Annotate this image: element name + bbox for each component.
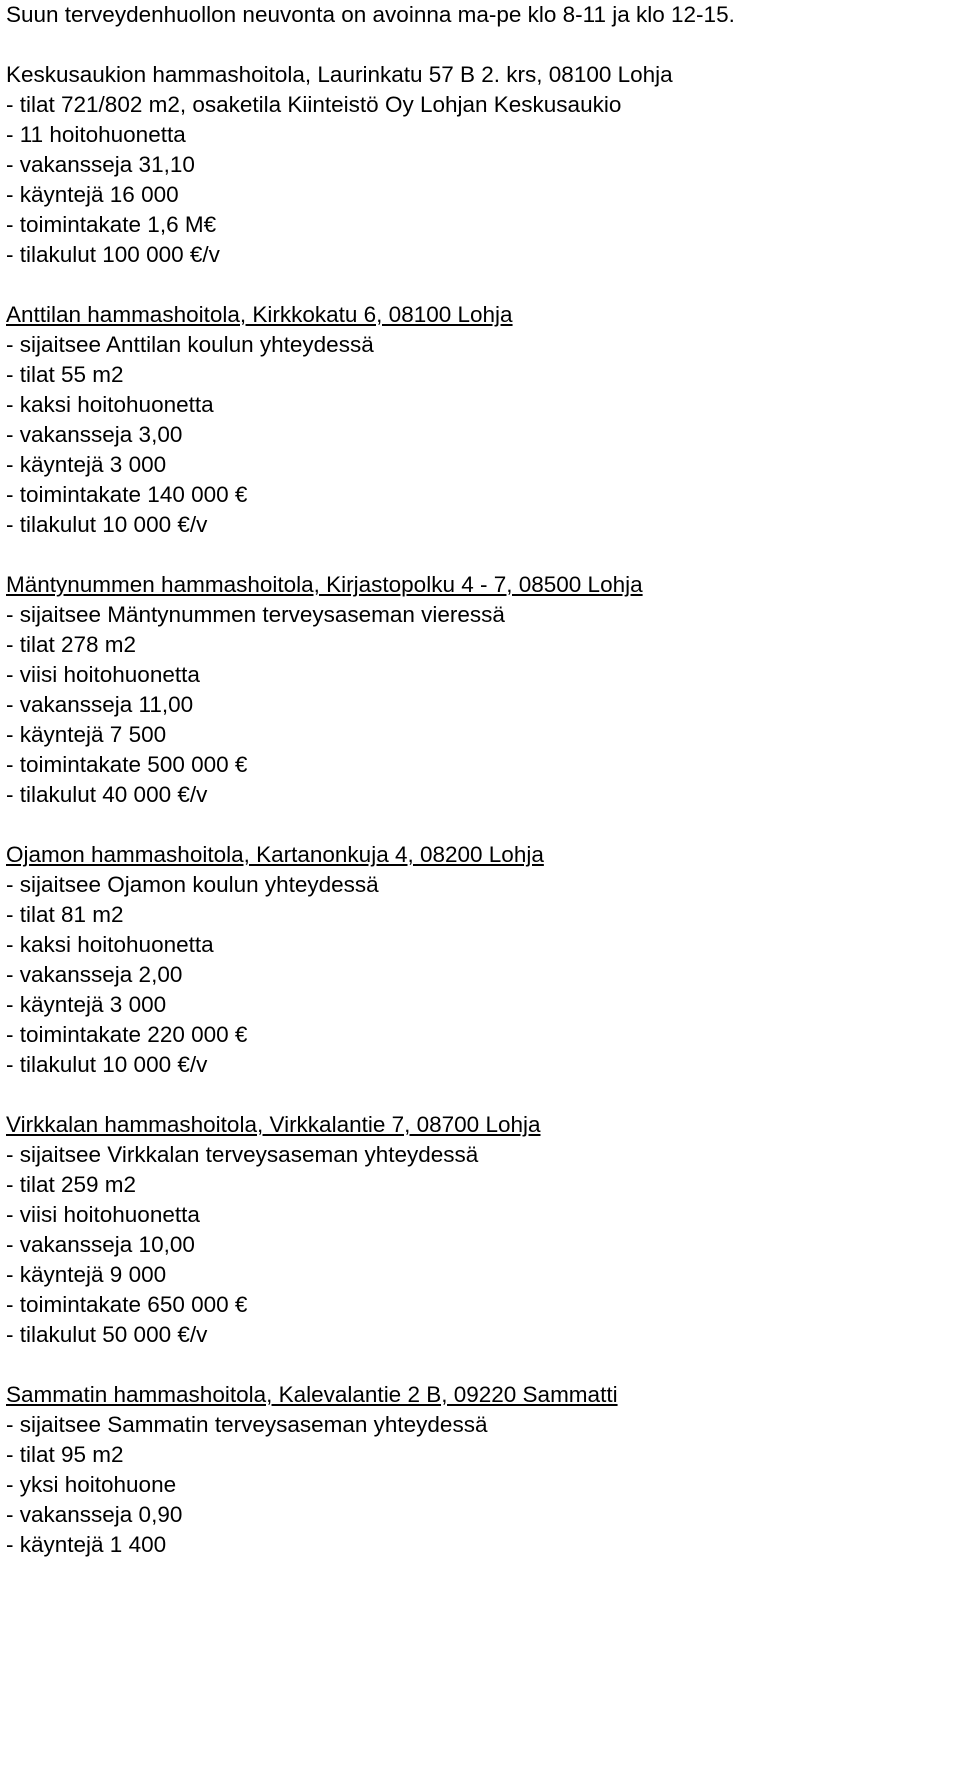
clinic-detail: - viisi hoitohuonetta [6,1202,200,1227]
clinic-detail: - sijaitsee Ojamon koulun yhteydessä [6,872,379,897]
clinic-detail: - tilakulut 10 000 €/v [6,1052,208,1077]
opening-hours-note: Suun terveydenhuollon neuvonta on avoinna ma-pe klo 8-11 ja klo 12-15. [6,2,735,27]
clinic-detail: - kaksi hoitohuonetta [6,932,214,957]
clinic-detail: - toimintakate 140 000 € [6,482,248,507]
clinic-section-sammatti [6,1380,956,1560]
clinic-detail: - tilat 721/802 m2, osaketila Kiinteistö Oy Lohjan Keskusaukio [6,92,622,117]
clinic-detail: - tilat 55 m2 [6,362,124,387]
clinic-title: Ojamon hammashoitola, Kartanonkuja 4, 08200 Lohja [6,842,544,867]
clinic-detail: - viisi hoitohuonetta [6,662,200,687]
clinic-title: Anttilan hammashoitola, Kirkkokatu 6, 08100 Lohja [6,302,513,327]
clinic-detail: - sijaitsee Sammatin terveysaseman yhteydessä [6,1412,488,1437]
clinic-detail: - sijaitsee Virkkalan terveysaseman yhteydessä [6,1142,479,1167]
clinic-title: Virkkalan hammashoitola, Virkkalantie 7, 08700 Lohja [6,1112,541,1137]
clinic-detail: - käyntejä 3 000 [6,992,167,1017]
clinic-detail: - vakansseja 0,90 [6,1502,183,1527]
clinic-detail: - sijaitsee Mäntynummen terveysaseman vieressä [6,602,505,627]
clinic-detail: - toimintakate 220 000 € [6,1022,248,1047]
clinic-detail: - kaksi hoitohuonetta [6,392,214,417]
clinic-detail: - vakansseja 31,10 [6,152,195,177]
clinic-detail: - sijaitsee Anttilan koulun yhteydessä [6,332,374,357]
clinic-detail: - käyntejä 7 500 [6,722,167,747]
clinic-title: Keskusaukion hammashoitola, Laurinkatu 57 B 2. krs, 08100 Lohja [6,62,673,87]
clinic-detail: - vakansseja 3,00 [6,422,183,447]
clinic-detail: - toimintakate 650 000 € [6,1292,248,1317]
clinic-section-anttila [6,300,956,540]
clinic-detail: - yksi hoitohuone [6,1472,177,1497]
clinic-section-mantynummi [6,570,956,810]
clinic-detail: - vakansseja 10,00 [6,1232,195,1257]
clinic-detail: - käyntejä 9 000 [6,1262,167,1287]
clinic-title: Sammatin hammashoitola, Kalevalantie 2 B, 09220 Sammatti [6,1382,618,1407]
clinic-detail: - toimintakate 1,6 M€ [6,212,217,237]
clinic-detail: - vakansseja 11,00 [6,692,194,717]
clinic-section-keskusaukio [6,60,956,270]
clinic-detail: - 11 hoitohuonetta [6,122,186,147]
document-page [6,0,956,1560]
clinic-detail: - tilat 95 m2 [6,1442,124,1467]
clinic-detail: - toimintakate 500 000 € [6,752,248,777]
clinic-detail: - tilat 278 m2 [6,632,137,657]
clinic-detail: - tilat 81 m2 [6,902,124,927]
clinic-detail: - tilakulut 40 000 €/v [6,782,208,807]
clinic-section-virkkala [6,1110,956,1350]
clinic-detail: - käyntejä 3 000 [6,452,167,477]
clinic-detail: - tilakulut 100 000 €/v [6,242,220,267]
clinic-detail: - tilakulut 50 000 €/v [6,1322,208,1347]
clinic-detail: - käyntejä 1 400 [6,1532,167,1557]
clinic-detail: - tilakulut 10 000 €/v [6,512,208,537]
clinic-title: Mäntynummen hammashoitola, Kirjastopolku 4 - 7, 08500 Lohja [6,572,643,597]
clinic-section-ojamo [6,840,956,1080]
clinic-detail: - tilat 259 m2 [6,1172,137,1197]
clinic-detail: - käyntejä 16 000 [6,182,179,207]
clinic-detail: - vakansseja 2,00 [6,962,183,987]
